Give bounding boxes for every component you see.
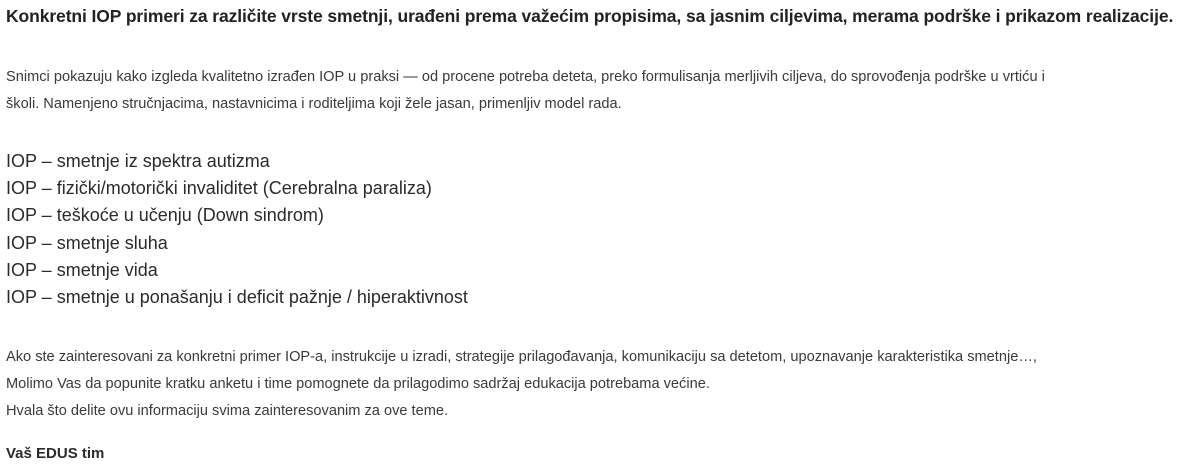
- list-item: IOP – smetnje iz spektra autizma: [6, 151, 270, 171]
- list-item: IOP – smetnje vida: [6, 259, 158, 280]
- list-item: IOP – smetnje sluha: [6, 232, 168, 253]
- intro-paragraph: [6, 64, 1194, 118]
- intro-line-2: školi. Namenjeno stručnjacima, nastavnicima i roditeljima koji žele jasan, primenljiv model rada.: [6, 96, 622, 112]
- outro-line-2: Molimo Vas da popunite kratku anketu i time pomognete da prilagodimo sadržaj edukacija potrebama većine.: [6, 376, 710, 392]
- list-item: IOP – fizički/motorički invaliditet (Cerebralna paraliza): [6, 178, 432, 199]
- outro-line-1: Ako ste zainteresovani za konkretni primer IOP-a, instrukcije u izradi, strategije prilagođavanja, komunikaciju sa detetom, upoznavanje karakteristika smetnje…,: [6, 349, 1037, 365]
- signature: Vaš EDUS tim: [6, 445, 105, 462]
- page-heading: Konkretni IOP primeri za različite vrste smetnji, urađeni prema važećim propisima, sa jasnim ciljevima, merama podrške i prikazom realizacije.: [6, 6, 1174, 26]
- list-item: IOP – smetnje u ponašanju i deficit pažnje / hiperaktivnost: [6, 287, 468, 308]
- intro-line-1: Snimci pokazuju kako izgleda kvalitetno izrađen IOP u praksi — od procene potreba deteta, preko formulisanja merljivih ciljeva, do sprovođenja podrške u vrtiću i: [6, 69, 1045, 85]
- outro-paragraph: [6, 344, 1037, 425]
- list-item: IOP – teškoće u učenju (Down sindrom): [6, 205, 324, 226]
- outro-line-3: Hvala što delite ovu informaciju svima zainteresovanim za ove teme.: [6, 403, 449, 419]
- iop-examples-list: [6, 148, 468, 311]
